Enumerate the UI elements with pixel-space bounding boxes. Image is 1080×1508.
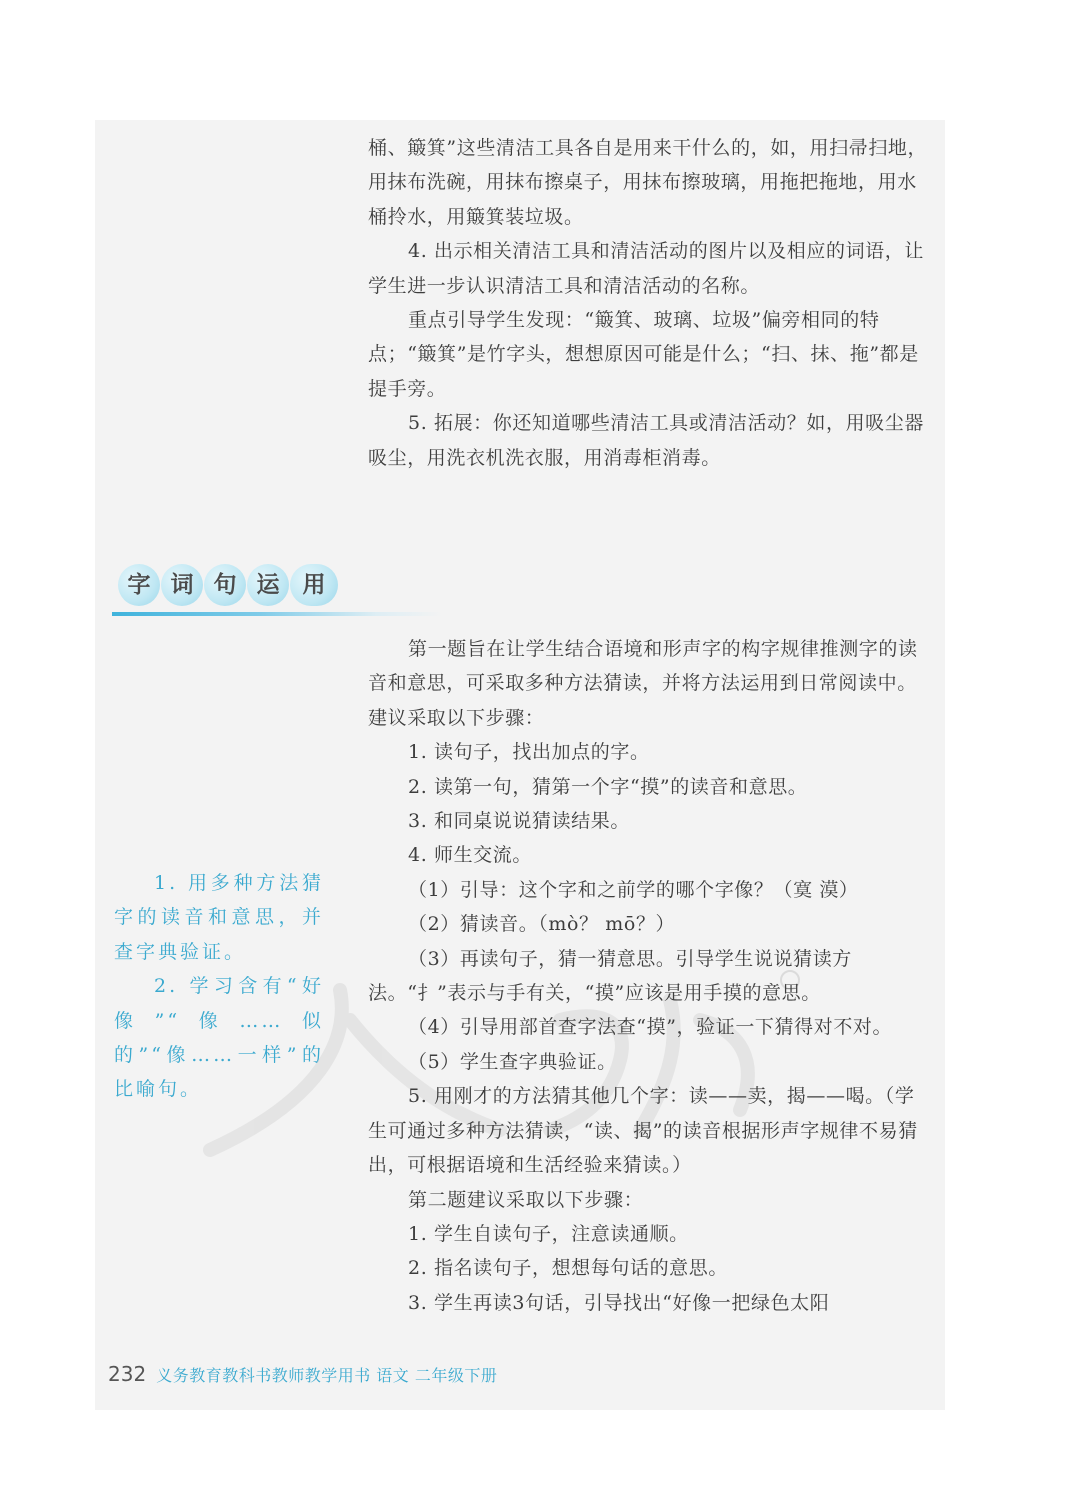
paragraph: 第一题旨在让学生结合语境和形声字的构字规律推测字的读音和意思，可采取多种方法猜读，并将方法运用到日常阅读中。建议采取以下步骤： — [368, 638, 918, 729]
paragraph: 桶、簸箕”这些清洁工具各自是用来干什么的，如，用扫帚扫地，用抹布洗碗，用抹布擦桌子，用抹布擦玻璃，用拖把拖地，用水桶拎水，用簸箕装垃圾。 — [368, 137, 928, 228]
section-title-char: 句 — [204, 564, 246, 606]
paragraph: 3. 和同桌说说猜读结果。 — [408, 810, 630, 833]
page-number: 232 — [108, 1362, 147, 1386]
page-footer — [108, 1362, 497, 1392]
paragraph: （1）引导：这个字和之前学的哪个字像？（寞 漠） — [408, 878, 859, 901]
section-title-char: 用 — [290, 564, 338, 606]
top-text-block — [368, 131, 934, 475]
section-title-char: 词 — [161, 564, 203, 606]
paragraph: 重点引导学生发现：“簸箕、玻璃、垃圾”偏旁相同的特点；“簸箕”是竹字头，想想原因可能是什么；“扫、抹、拖”都是提手旁。 — [368, 309, 919, 400]
main-text-block — [368, 632, 934, 1320]
section-title-char: 字 — [118, 564, 160, 606]
section-title-char: 运 — [247, 564, 289, 606]
side-notes — [114, 866, 324, 1107]
paragraph: （4）引导用部首查字法查“摸”，验证一下猜得对不对。 — [408, 1016, 893, 1039]
section-header — [112, 560, 442, 620]
paragraph: 4. 出示相关清洁工具和清洁活动的图片以及相应的词语，让学生进一步认识清洁工具和清洁活动的名称。 — [368, 240, 924, 297]
paragraph: 第二题建议采取以下步骤： — [408, 1188, 644, 1211]
paragraph: 2. 指名读句子，想想每句话的意思。 — [408, 1257, 728, 1280]
section-divider — [112, 612, 442, 616]
paragraph: （2）猜读音。（mò？ mō？） — [408, 913, 676, 936]
paragraph: 4. 师生交流。 — [408, 844, 532, 867]
side-note: 2. 学习含有“好像”“像……似的”“像……一样”的比喻句。 — [114, 975, 324, 1101]
book-title: 义务教育教科书教师教学用书 语文 二年级下册 — [156, 1366, 498, 1385]
paragraph: 5. 拓展：你还知道哪些清洁工具或清洁活动？如，用吸尘器吸尘，用洗衣机洗衣服，用消毒柜消毒。 — [368, 412, 924, 469]
section-title — [118, 564, 339, 606]
side-note: 1. 用多种方法猜字的读音和意思，并查字典验证。 — [114, 872, 324, 963]
paragraph: 2. 读第一句，猜第一个字“摸”的读音和意思。 — [408, 775, 808, 798]
paragraph: 1. 学生自读句子，注意读通顺。 — [408, 1222, 689, 1245]
paragraph: （5）学生查字典验证。 — [408, 1050, 617, 1073]
paragraph: 5. 用刚才的方法猜其他几个字：读——卖，揭——喝。（学生可通过多种方法猜读，“读、揭”的读音根据形声字规律不易猜出，可根据语境和生活经验来猜读。） — [368, 1085, 918, 1177]
paragraph: 3. 学生再读3句话，引导找出“好像一把绿色太阳 — [408, 1291, 830, 1314]
paragraph: （3）再读句子，猜一猜意思。引导学生说说猜读方法。“扌”表示与手有关，“摸”应该是用手摸的意思。 — [368, 947, 852, 1005]
paragraph: 1. 读句子，找出加点的字。 — [408, 741, 650, 764]
